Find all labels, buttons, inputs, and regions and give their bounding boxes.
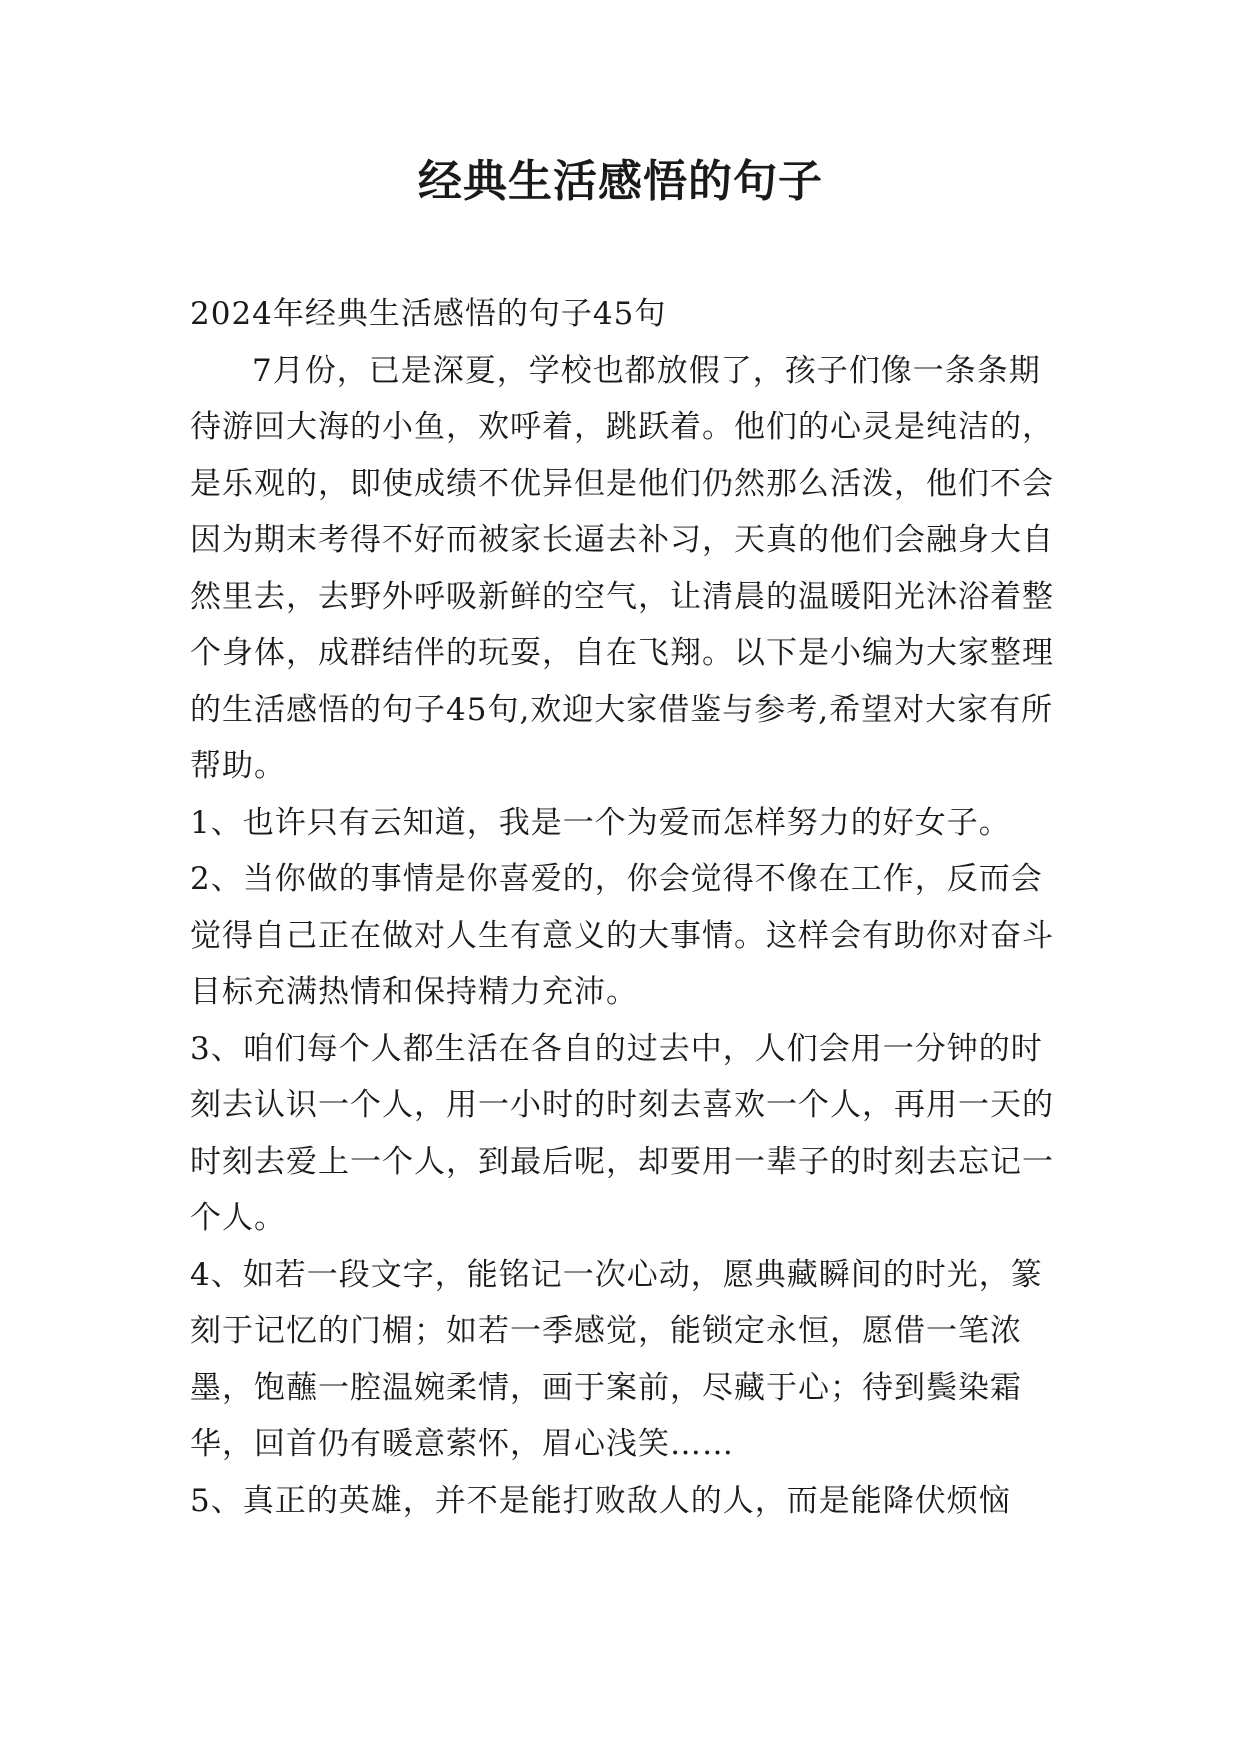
document-subtitle: 2024年经典生活感悟的句子45句 (190, 296, 667, 332)
document-body (190, 286, 1060, 1529)
document-title: 经典生活感悟的句子 (418, 156, 823, 207)
list-item: 1、也许只有云知道，我是一个为爱而怎样努力的好女子。 (190, 804, 1011, 841)
list-item: 5、真正的英雄，并不是能打败敌人的人，而是能降伏烦恼 (190, 1482, 1011, 1519)
list-item: 3、咱们每个人都生活在各自的过去中，人们会用一分钟的时刻去认识一个人，用一小时的时刻去喜欢一个人，再用一天的时刻去爱上一个人，到最后呢，却要用一辈子的时刻去忘记一个人。 (190, 1030, 1054, 1236)
list-item: 2、当你做的事情是你喜爱的，你会觉得不像在工作，反而会觉得自己正在做对人生有意义的大事情。这样会有助你对奋斗目标充满热情和保持精力充沛。 (190, 861, 1054, 1010)
list-item: 4、如若一段文字，能铭记一次心动，愿典藏瞬间的时光，篆刻于记忆的门楣；如若一季感觉，能锁定永恒，愿借一笔浓墨，饱蘸一腔温婉柔情，画于案前，尽藏于心；待到鬓染霜华，回首仍有暖意萦怀，眉心浅笑…… (190, 1256, 1043, 1462)
intro-paragraph: 7月份，已是深夏，学校也都放假了，孩子们像一条条期待游回大海的小鱼，欢呼着，跳跃着。他们的心灵是纯洁的，是乐观的，即使成绩不优异但是他们仍然那么活泼，他们不会因为期末考得不好而被家长逼去补习，天真的他们会融身大自然里去，去野外呼吸新鲜的空气，让清晨的温暖阳光沐浴着整个身体，成群结伴的玩耍，自在飞翔。以下是小编为大家整理的生活感悟的句子45句,欢迎大家借鉴与参考,希望对大家有所帮助。 (190, 352, 1054, 784)
